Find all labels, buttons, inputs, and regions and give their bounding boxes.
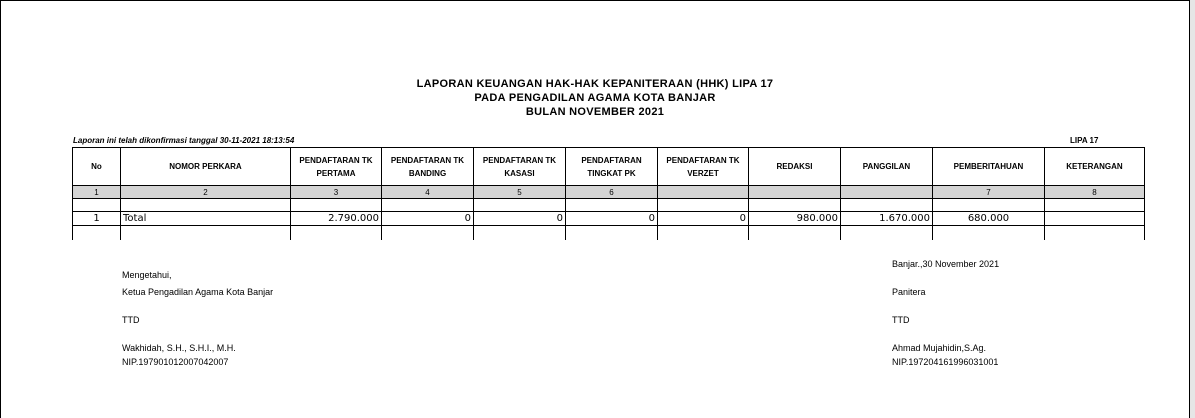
case-number-cell: Total: [121, 212, 291, 226]
page-shadow: [1190, 0, 1195, 418]
chairman-signature: TTD: [122, 315, 140, 325]
amount-cell: 980.000: [749, 212, 841, 226]
amount-cell: 1.670.000: [841, 212, 933, 226]
header-cell: No: [73, 148, 121, 186]
spacer-row: [73, 199, 1145, 212]
place-date: Banjar.,30 November 2021: [892, 259, 1000, 269]
clerk-position: Panitera: [892, 287, 926, 297]
amount-cell: 0: [566, 212, 658, 226]
acknowledged-label: Mengetahui,: [122, 270, 172, 280]
amount-cell: 0: [382, 212, 474, 226]
header-cell: PEMBERITAHUAN: [933, 148, 1045, 186]
header-cell: NOMOR PERKARA: [121, 148, 291, 186]
clerk-name: Ahmad Mujahidin,S.Ag.: [892, 343, 987, 353]
report-period: BULAN NOVEMBER 2021: [525, 106, 665, 118]
clerk-nip: NIP.197204161996031001: [892, 357, 999, 367]
column-number: 1: [73, 186, 121, 199]
header-cell: REDAKSI: [749, 148, 841, 186]
confirmation-note: Laporan ini telah dikonfirmasi tanggal 30-11-2021 18:13:54: [73, 136, 295, 145]
spacer-row: [73, 226, 1145, 240]
column-number: 4: [382, 186, 474, 199]
form-code: LIPA 17: [1070, 136, 1099, 145]
note-cell: [1045, 212, 1145, 226]
clerk-signature: TTD: [892, 315, 910, 325]
chairman-name: Wakhidah, S.H., S.H.I., M.H.: [122, 343, 236, 353]
header-cell: PANGGILAN: [841, 148, 933, 186]
column-number: 7: [933, 186, 1045, 199]
chairman-position: Ketua Pengadilan Agama Kota Banjar: [122, 287, 274, 297]
column-number: 2: [121, 186, 291, 199]
column-number: [841, 186, 933, 199]
header-cell: KETERANGAN: [1045, 148, 1145, 186]
amount-cell: 0: [474, 212, 566, 226]
column-number: 3: [291, 186, 382, 199]
amount-cell: 680.000: [933, 212, 1045, 226]
header-cell: PENDAFTARAN TK PERTAMA: [291, 148, 382, 186]
column-number: [658, 186, 749, 199]
column-number: 8: [1045, 186, 1145, 199]
column-number: [749, 186, 841, 199]
table-header-row: [73, 148, 1145, 186]
report-subtitle: PADA PENGADILAN AGAMA KOTA BANJAR: [474, 92, 716, 104]
amount-cell: 2.790.000: [291, 212, 382, 226]
table-row-total: [73, 212, 1145, 226]
header-cell: PENDAFTARAN TK KASASI: [474, 148, 566, 186]
report-title: LAPORAN KEUANGAN HAK-HAK KEPANITERAAN (HHK) LIPA 17: [416, 78, 774, 90]
amount-cell: 0: [658, 212, 749, 226]
header-cell: PENDAFTARAN TK VERZET: [658, 148, 749, 186]
header-cell: PENDAFTARAN TINGKAT PK: [566, 148, 658, 186]
column-number-row: [73, 186, 1145, 199]
finance-table: [72, 147, 1145, 240]
chairman-nip: NIP.197901012007042007: [122, 357, 229, 367]
column-number: 6: [566, 186, 658, 199]
header-cell: PENDAFTARAN TK BANDING: [382, 148, 474, 186]
column-number: 5: [474, 186, 566, 199]
row-number: 1: [73, 212, 121, 226]
